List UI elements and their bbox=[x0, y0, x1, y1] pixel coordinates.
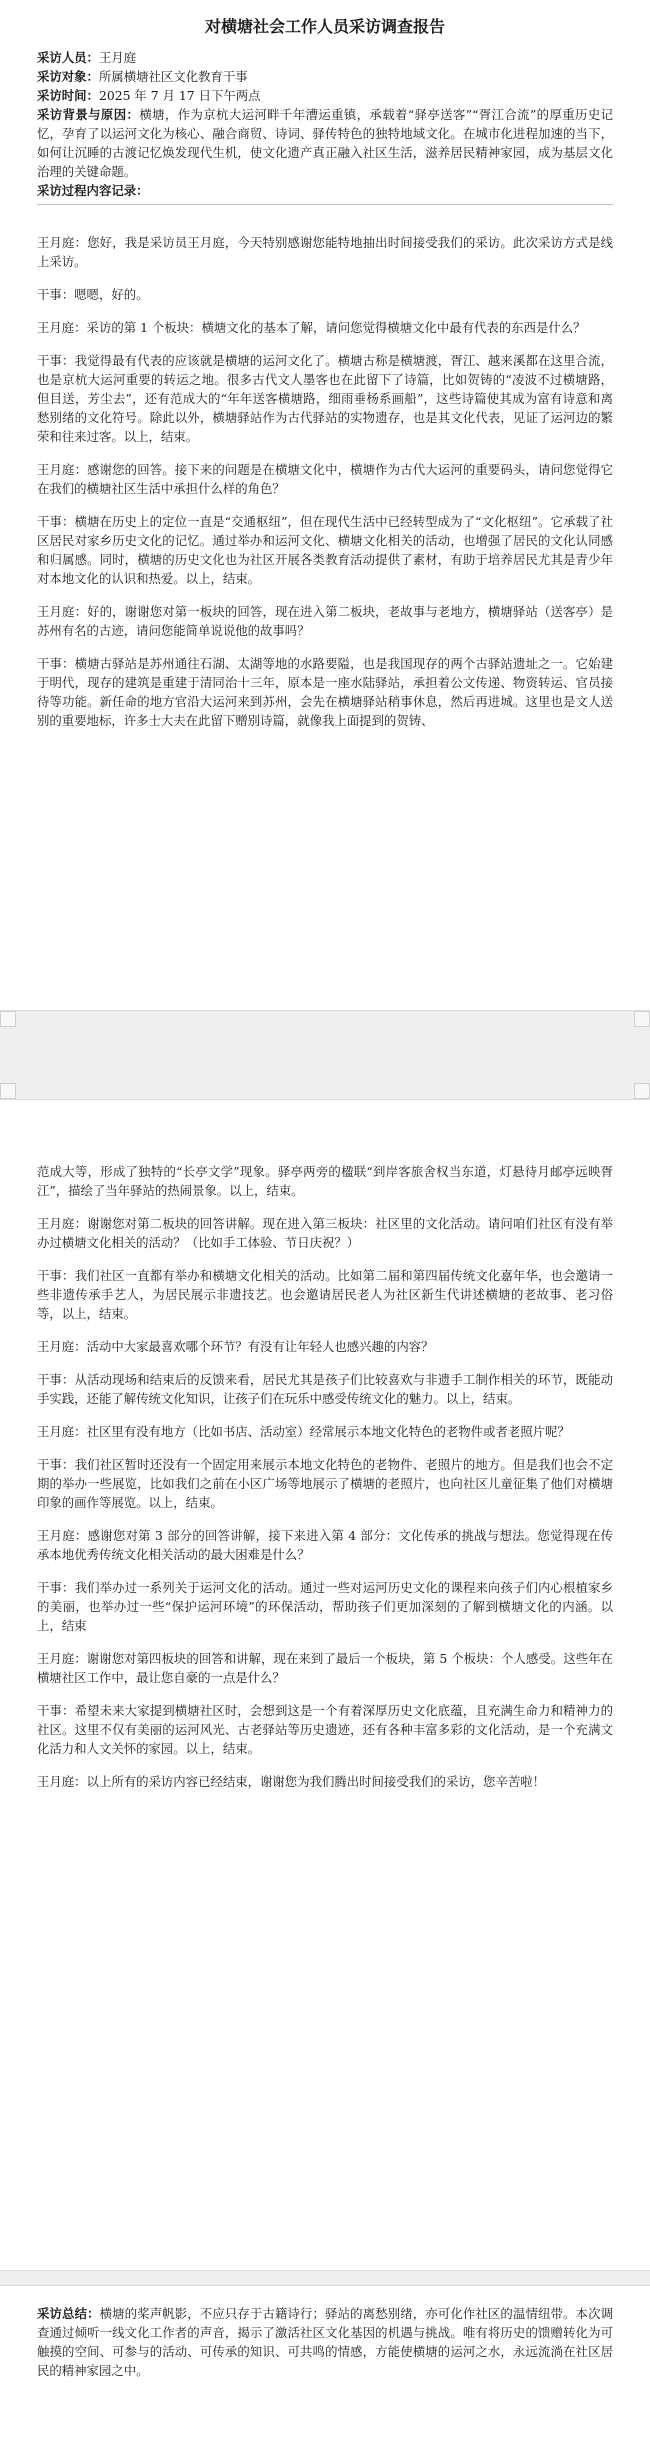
interviewer-value: 王月庭 bbox=[98, 50, 137, 65]
page-corner-mark bbox=[634, 1083, 650, 1099]
dialogue-paragraph: 干事：从活动现场和结束后的反馈来看，居民尤其是孩子们比较喜欢与非遗手工制作相关的环节，既能动手实践，还能了解传统文化知识，让孩子们在玩乐中感受传统文化的魅力。以上，结束。 bbox=[37, 1372, 613, 1406]
document-title: 对横塘社会工作人员采访调查报告 bbox=[204, 17, 445, 36]
interview-time-value: 2025 年 7 月 17 日下午两点 bbox=[98, 88, 261, 103]
interviewer-line bbox=[37, 48, 613, 67]
record-heading-line bbox=[37, 181, 613, 200]
dialogue-paragraph: 干事：我觉得最有代表的应该就是横塘的运河文化了。横塘古称是横塘渡，胥江、越来溪都在这里合流，也是京杭大运河重要的转运之地。很多古代文人墨客也在此留下了诗篇，比如贺铸的“凌波不过横塘路，但目送，芳尘去”，还有范成大的“年年送客横塘路，细雨垂杨系画船”，这些诗篇使其成为富有诗意和离愁别绪的文化符号。除此以外，横塘驿站作为古代驿站的实物遗存，也是其文化代表，见证了运河边的繁荣和往来过客。以上，结束。 bbox=[37, 353, 613, 444]
page-corner-mark bbox=[634, 1011, 650, 1027]
dialogue-paragraph: 干事：嗯嗯，好的。 bbox=[37, 287, 149, 302]
dialogue-paragraph: 王月庭：活动中大家最喜欢哪个环节？有没有让年轻人也感兴趣的内容？ bbox=[37, 1339, 434, 1354]
dialogue-paragraph: 王月庭：谢谢您对第四板块的回答和讲解，现在来到了最后一个板块，第 5 个板块：个人感受。这些年在横塘社区工作中，最让您自豪的一点是什么？ bbox=[37, 1651, 613, 1685]
dialogue-paragraph: 范成大等，形成了独特的“长亭文学”现象。驿亭两旁的楹联“到岸客旅舍权当东道，灯悬待月邮亭远映胥江”，描绘了当年驿站的热闹景象。以上，结束。 bbox=[37, 1164, 613, 1198]
background-label: 采访背景与原因： bbox=[37, 107, 140, 122]
dialogue-paragraph: 王月庭：谢谢您对第二板块的回答讲解。现在进入第三板块：社区里的文化活动。请问咱们社区有没有举办过横塘文化相关的活动？（比如手工体验、节日庆祝？） bbox=[37, 1216, 613, 1250]
summary-label: 采访总结： bbox=[37, 2306, 100, 2321]
interviewee-value: 所属横塘社区文化教育干事 bbox=[98, 69, 248, 84]
page-corner-mark bbox=[0, 1083, 16, 1099]
dialogue-paragraph: 干事：我们社区暂时还没有一个固定用来展示本地文化特色的老物件、老照片的地方。但是我们也会不定期的举办一些展览，比如我们之前在小区广场等地展示了横塘的老照片，也向社区儿童征集了他们对横塘印象的画作等展览。以上，结束。 bbox=[37, 1457, 613, 1510]
record-heading-label: 采访过程内容记录： bbox=[37, 183, 149, 198]
summary-paragraph bbox=[37, 2286, 613, 2380]
interview-time-label: 采访时间： bbox=[37, 88, 99, 103]
dialogue-paragraph: 干事：我们举办过一系列关于运河文化的活动。通过一些对运河历史文化的课程来向孩子们内心根植家乡的美丽，也举办过一些“保护运河环境”的环保活动，帮助孩子们更加深刻的了解到横塘文化的内涵。以上，结束 bbox=[37, 1580, 613, 1633]
dialogue-paragraph: 干事：我们社区一直都有举办和横塘文化相关的活动。比如第二届和第四届传统文化嘉年华，也会邀请一些非遗传承手艺人，为居民展示非遗技艺。也会邀请居民老人为社区新生代讲述横塘的老故事、老习俗等，以上，结束。 bbox=[37, 1268, 613, 1321]
page-1 bbox=[0, 0, 650, 1010]
interviewer-label: 采访人员： bbox=[37, 50, 99, 65]
page-gap bbox=[0, 2270, 650, 2286]
dialogue-paragraph: 王月庭：感谢您的回答。接下来的问题是在横塘文化中，横塘作为古代大运河的重要码头，请问您觉得它在我们的横塘社区生活中承担什么样的角色？ bbox=[37, 462, 613, 496]
dialogue-paragraph: 干事：横塘古驿站是苏州通往石湖、太湖等地的水路要隘，也是我国现存的两个古驿站遗址之一。它始建于明代，现存的建筑是重建于清同治十三年，原本是一座水陆驿站，承担着公文传递、物资转运、官员接待等功能。新任命的地方官沿大运河来到苏州，会先在横塘驿站稍事休息，然后再进城。这里也是文人送别的重要地标，许多士大夫在此留下赠别诗篇，就像我上面提到的贺铸、 bbox=[37, 656, 613, 728]
dialogue-paragraph: 王月庭：社区里有没有地方（比如书店、活动室）经常展示本地文化特色的老物件或者老照片呢？ bbox=[37, 1424, 570, 1439]
background-value: 横塘，作为京杭大运河畔千年漕运重镇，承载着“驿亭送客”“胥江合流”的厚重历史记忆，孕育了以运河文化为核心、融合商贸、诗词、驿传特色的独特地域文化。在城市化进程加速的当下，如何让沉睡的古渡记忆焕发现代生机，使文化遗产真正融入社区生活，滋养居民精神家园，成为基层文化治理的关键命题。 bbox=[37, 107, 614, 179]
dialogue-paragraph: 干事：横塘在历史上的定位一直是“交通枢纽”，但在现代生活中已经转型成为了“文化枢纽”。它承载了社区居民对家乡历史文化的记忆。通过举办和运河文化、横塘文化相关的活动，也增强了居民的文化认同感和归属感。同时，横塘的历史文化也为社区开展各类教育活动提供了素材，有助于培养居民尤其是青少年对本地文化的认识和热爱。以上，结束。 bbox=[37, 514, 613, 586]
interview-time-line bbox=[37, 86, 613, 105]
dialogue-paragraph: 王月庭：您好，我是采访员王月庭，今天特别感谢您能特地抽出时间接受我们的采访。此次采访方式是线上采访。 bbox=[37, 235, 613, 269]
section-divider bbox=[37, 204, 613, 205]
dialogue-paragraph: 王月庭：采访的第 1 个板块：横塘文化的基本了解，请问您觉得横塘文化中最有代表的东西是什么？ bbox=[37, 320, 586, 335]
page-3 bbox=[0, 2286, 650, 2454]
background-line bbox=[37, 105, 613, 181]
summary-text: 横塘的桨声帆影，不应只存于古籍诗行；驿站的离愁别绪，亦可化作社区的温情纽带。本次调查通过倾听一线文化工作者的声音，揭示了激活社区文化基因的机遇与挑战。唯有将历史的馈赠转化为可触摸的空间、可参与的活动、可传承的知识、可共鸣的情感，方能使横塘的运河之水，永远流淌在社区居民的精神家园之中。 bbox=[37, 2306, 614, 2378]
page-gap bbox=[0, 1010, 650, 1100]
dialogue-paragraph: 干事：希望未来大家提到横塘社区时，会想到这是一个有着深厚历史文化底蕴，且充满生命力和精神力的社区。这里不仅有美丽的运河风光、古老驿站等历史遗迹，还有各种丰富多彩的文化活动，是一个充满文化活力和人文关怀的家园。以上，结束。 bbox=[37, 1703, 613, 1756]
page-corner-mark bbox=[0, 1011, 16, 1027]
page-2 bbox=[0, 1100, 650, 2270]
interviewee-line bbox=[37, 67, 613, 86]
dialogue-paragraph: 王月庭：感谢您对第 3 部分的回答讲解，接下来进入第 4 部分：文化传承的挑战与想法。您觉得现在传承本地优秀传统文化相关活动的最大困难是什么？ bbox=[37, 1528, 613, 1562]
dialogue-paragraph: 王月庭：以上所有的采访内容已经结束，谢谢您为我们腾出时间接受我们的采访，您辛苦啦！ bbox=[37, 1774, 546, 1789]
interviewee-label: 采访对象： bbox=[37, 69, 99, 84]
dialogue-paragraph: 王月庭：好的，谢谢您对第一板块的回答，现在进入第二板块，老故事与老地方，横塘驿站（送客亭）是苏州有名的古迹，请问您能简单说说他的故事吗？ bbox=[37, 604, 613, 638]
